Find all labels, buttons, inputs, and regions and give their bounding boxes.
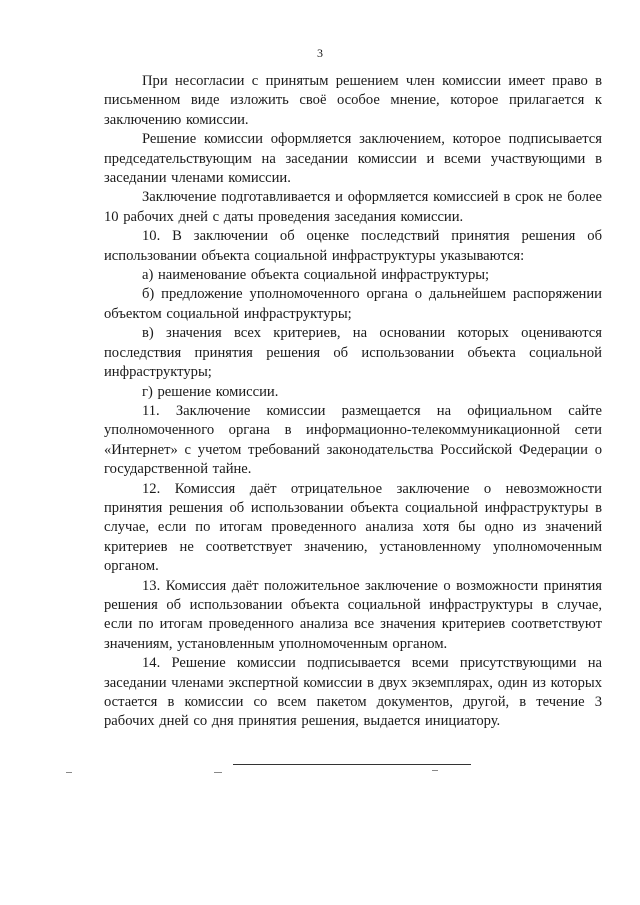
paragraph-14: 14. Решение комиссии подписывается всеми присутствующими на заседании членами экспертной комиссии в двух экземплярах, один из которых остается в комиссии со всем пакетом документов, другой, в течение 3 рабочих дней со дня принятия решения, выдается инициатору. <box>104 655 602 730</box>
paragraph-10c: в) значения всех критериев, на основании которых оцениваются последствия принятия решения об использовании объекта социальной инфраструктуры; <box>104 325 602 381</box>
paragraph-deadline: Заключение подготавливается и оформляется комиссией в срок не более 10 рабочих дней с даты проведения заседания комиссии. <box>104 189 602 225</box>
end-separator-line <box>233 764 471 765</box>
paragraph-12: 12. Комиссия даёт отрицательное заключение о невозможности принятия решения об использовании объекта социальной инфраструктуры в случае, если по итогам проведенного анализа хотя бы одно из значений критериев не соответствует значению, установленному уполномоченным органом. <box>104 480 602 575</box>
paragraph-13: 13. Комиссия даёт положительное заключение о возможности принятия решения об использовании объекта социальной инфраструктуры в случае, если по итогам проведенного анализа все значения критериев соответствуют значениям, установленным уполномоченным органом. <box>104 577 602 652</box>
paragraph-10a: а) наименование объекта социальной инфраструктуры; <box>142 267 490 284</box>
paragraph-11: 11. Заключение комиссии размещается на официальном сайте уполномоченного органа в информационно-телекоммуникационной сети «Интернет» с учетом требований законодательства Российской Федерации о государственной тайне. <box>104 402 602 478</box>
paragraph-10b: б) предложение уполномоченного органа о дальнейшем распоряжении объектом социальной инфраструктуры; <box>104 286 602 322</box>
page-number: 3 <box>317 46 323 60</box>
paragraph-10: 10. В заключении об оценке последствий принятия решения об использовании объекта социальной инфраструктуры указываются: <box>104 228 602 264</box>
scan-speck <box>432 770 438 771</box>
document-body <box>104 72 602 732</box>
scan-speck <box>214 772 222 773</box>
paragraph-decision-form: Решение комиссии оформляется заключением, которое подписывается председательствующим на заседании комиссии и всеми участвующими в заседании членами комиссии. <box>104 131 602 187</box>
scan-speck <box>66 772 72 773</box>
paragraph-dissent: При несогласии с принятым решением член комиссии имеет право в письменном виде изложить своё особое мнение, которое прилагается к заключению комиссии. <box>104 73 602 128</box>
paragraph-10d: г) решение комиссии. <box>142 383 279 400</box>
